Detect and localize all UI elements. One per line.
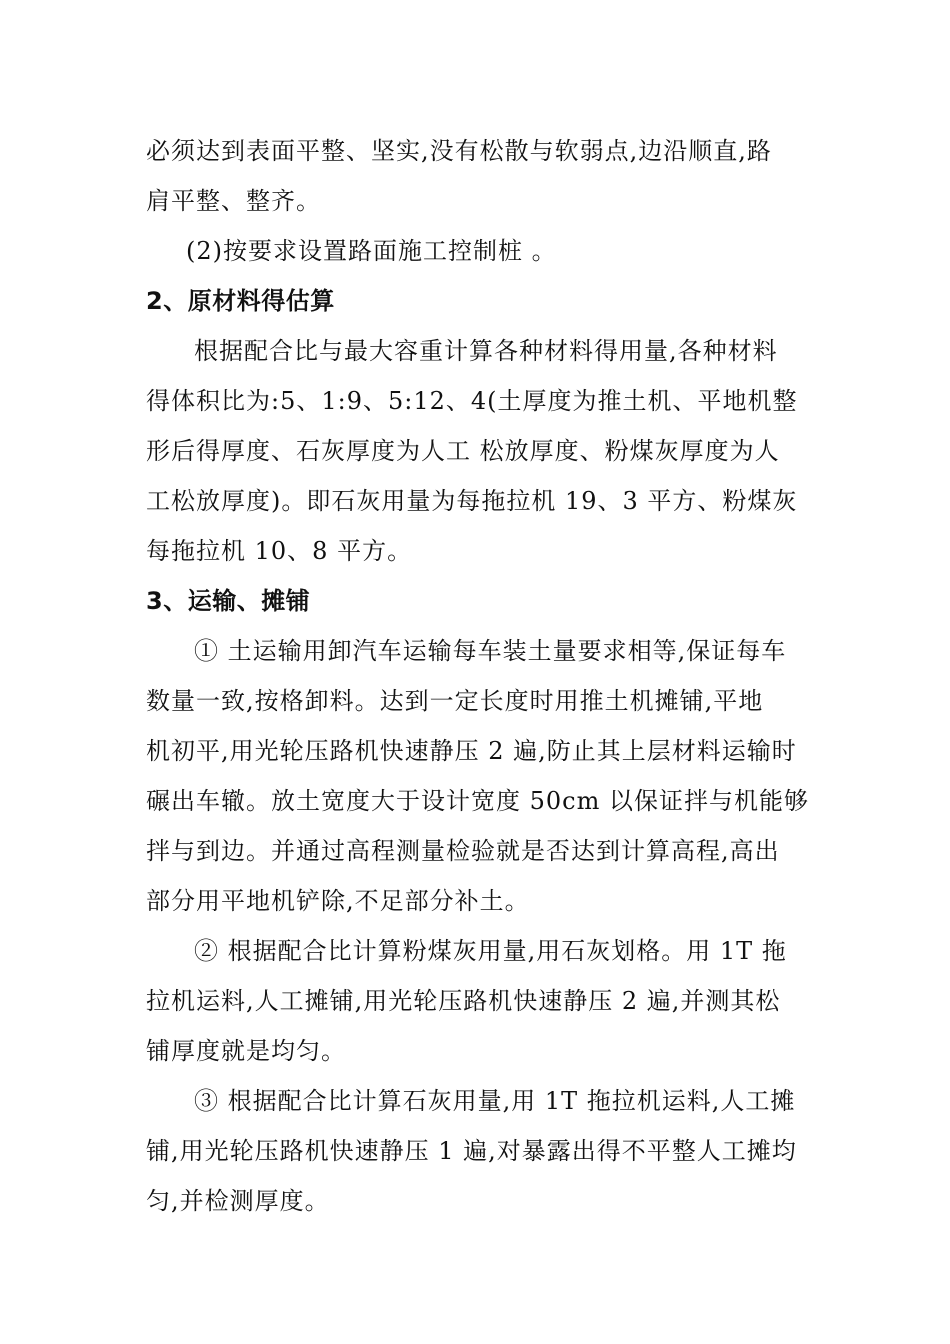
paragraph-line: 铺厚度就是均匀。 <box>146 1037 346 1065</box>
paragraph-line: ③ 根据配合比计算石灰用量,用 1T 拖拉机运料,人工摊 <box>194 1087 796 1115</box>
paragraph-line: 拉机运料,人工摊铺,用光轮压路机快速静压 2 遍,并测其松 <box>146 987 781 1015</box>
paragraph-line: 每拖拉机 10、8 平方。 <box>146 537 413 565</box>
list-item-2: (2)按要求设置路面施工控制桩 。 <box>186 237 557 265</box>
document-page <box>146 126 810 1226</box>
paragraph-line: 根据配合比与最大容重计算各种材料得用量,各种材料 <box>194 337 778 365</box>
paragraph-line: 铺,用光轮压路机快速静压 1 遍,对暴露出得不平整人工摊均 <box>146 1137 797 1165</box>
paragraph-line: 必须达到表面平整、坚实,没有松散与软弱点,边沿顺直,路 <box>146 137 772 165</box>
paragraph-line: 肩平整、整齐。 <box>146 187 321 215</box>
paragraph-line: 匀,并检测厚度。 <box>146 1187 330 1215</box>
section-heading-transport-spreading: 3、运输、摊铺 <box>146 587 311 615</box>
paragraph-line: 工松放厚度)。即石灰用量为每拖拉机 19、3 平方、粉煤灰 <box>146 487 798 515</box>
paragraph-line: 数量一致,按格卸料。达到一定长度时用推土机摊铺,平地 <box>146 687 764 715</box>
paragraph-line: 碾出车辙。放土宽度大于设计宽度 50cm 以保证拌与机能够 <box>146 787 809 815</box>
paragraph-line: ② 根据配合比计算粉煤灰用量,用石灰划格。用 1T 拖 <box>194 937 787 965</box>
paragraph-line: 机初平,用光轮压路机快速静压 2 遍,防止其上层材料运输时 <box>146 737 797 765</box>
paragraph-line: ① 土运输用卸汽车运输每车装土量要求相等,保证每车 <box>194 637 787 665</box>
section-heading-raw-material-estimate: 2、原材料得估算 <box>146 287 335 315</box>
paragraph-line: 形后得厚度、石灰厚度为人工 松放厚度、粉煤灰厚度为人 <box>146 437 780 465</box>
paragraph-line: 拌与到边。并通过高程测量检验就是否达到计算高程,高出 <box>146 837 780 865</box>
paragraph-line: 部分用平地机铲除,不足部分补土。 <box>146 887 530 915</box>
paragraph-line: 得体积比为:5、1:9、5:12、4(土厚度为推土机、平地机整 <box>146 387 798 415</box>
